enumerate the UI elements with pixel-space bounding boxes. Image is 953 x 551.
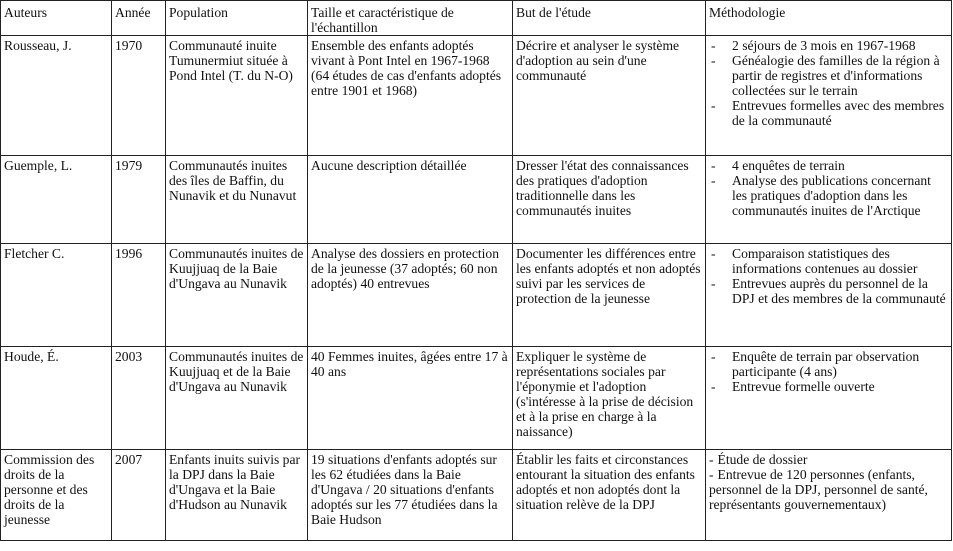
cell-but: Décrire et analyser le système d'adoption au sein d'une communauté bbox=[513, 36, 706, 156]
cell-population: Communautés inuites des îles de Baffin, du Nunavik et du Nunavut bbox=[166, 156, 308, 244]
header-row bbox=[1, 1, 952, 36]
methodology-item: - 4 enquêtes de terrain bbox=[709, 158, 948, 173]
methodology-item: - Analyse des publications concernant les pratiques d'adoption dans les communautés inuites de l'Arctique bbox=[709, 173, 948, 218]
methodology-item bbox=[709, 452, 948, 467]
cell-taille: 19 situations d'enfants adoptés sur les 62 étudiées dans la Baie d'Ungava / 20 situations d'enfants adoptés sur les 77 étudiées dans la Baie Hudson bbox=[308, 450, 513, 541]
methodology-item: - Entrevue formelle ouverte bbox=[709, 379, 948, 394]
cell-but: Expliquer le système de représentations sociales par l'éponymie et l'adoption (s'intéresse à la prise de décision et à la prise en charge à la naissance) bbox=[513, 347, 706, 450]
cell-auteur: Commission des droits de la personne et des droits de la jeunesse bbox=[1, 450, 112, 541]
methodology-item-text: Étude de dossier bbox=[717, 452, 808, 467]
header-population: Population bbox=[166, 1, 308, 36]
cell-taille: Aucune description détaillée bbox=[308, 156, 513, 244]
dash-marker: - bbox=[709, 452, 714, 467]
cell-methodologie bbox=[706, 347, 952, 450]
table-row bbox=[1, 244, 952, 347]
methodology-list bbox=[709, 38, 948, 128]
methodology-item: - Entrevues formelles avec des membres de la communauté bbox=[709, 98, 948, 128]
table-row bbox=[1, 347, 952, 450]
header-methodologie: Méthodologie bbox=[706, 1, 952, 36]
cell-taille: Analyse des dossiers en protection de la jeunesse (37 adoptés; 60 non adoptés) 40 entrevues bbox=[308, 244, 513, 347]
methodology-list bbox=[709, 349, 948, 394]
methodology-item-text: Entrevue de 120 personnes (enfants, personnel de la DPJ, personnel de santé, représentants gouvernementaux) bbox=[709, 467, 928, 512]
cell-methodologie bbox=[706, 244, 952, 347]
cell-annee: 1979 bbox=[112, 156, 166, 244]
table-row bbox=[1, 36, 952, 156]
cell-but: Documenter les différences entre les enfants adoptés et non adoptés suivi par les services de protection de la jeunesse bbox=[513, 244, 706, 347]
table-row bbox=[1, 450, 952, 541]
cell-annee: 1970 bbox=[112, 36, 166, 156]
methodology-list bbox=[709, 158, 948, 218]
methodology-list bbox=[709, 246, 948, 306]
methodology-item: - Comparaison statistiques des informations contenues au dossier bbox=[709, 246, 948, 276]
table-row bbox=[1, 156, 952, 244]
cell-population: Communautés inuites de Kuujjuaq et de la Baie d'Ungava au Nunavik bbox=[166, 347, 308, 450]
methodology-item: - 2 séjours de 3 mois en 1967-1968 bbox=[709, 38, 948, 53]
cell-auteur: Fletcher C. bbox=[1, 244, 112, 347]
methodology-item bbox=[709, 467, 948, 512]
cell-taille: 40 Femmes inuites, âgées entre 17 à 40 ans bbox=[308, 347, 513, 450]
header-but: But de l'étude bbox=[513, 1, 706, 36]
cell-auteur: Guemple, L. bbox=[1, 156, 112, 244]
cell-auteur: Rousseau, J. bbox=[1, 36, 112, 156]
header-taille: Taille et caractéristique de l'échantillon bbox=[308, 1, 513, 36]
header-auteurs: Auteurs bbox=[1, 1, 112, 36]
cell-annee: 2003 bbox=[112, 347, 166, 450]
cell-auteur: Houde, É. bbox=[1, 347, 112, 450]
cell-methodologie bbox=[706, 36, 952, 156]
cell-population: Communautés inuites de Kuujjuaq de la Baie d'Ungava au Nunavik bbox=[166, 244, 308, 347]
cell-methodologie bbox=[706, 450, 952, 541]
cell-annee: 1996 bbox=[112, 244, 166, 347]
cell-population: Communauté inuite Tumunermiut située à Pond Intel (T. du N-O) bbox=[166, 36, 308, 156]
cell-taille: Ensemble des enfants adoptés vivant à Pont Intel en 1967-1968 (64 études de cas d'enfants adoptés entre 1901 et 1968) bbox=[308, 36, 513, 156]
cell-methodologie bbox=[706, 156, 952, 244]
dash-marker: - bbox=[709, 467, 714, 482]
methodology-item: - Entrevues auprès du personnel de la DPJ et des membres de la communauté bbox=[709, 276, 948, 306]
header-annee: Année bbox=[112, 1, 166, 36]
cell-but: Établir les faits et circonstances entourant la situation des enfants adoptés et non adoptés dont la situation relève de la DPJ bbox=[513, 450, 706, 541]
cell-population: Enfants inuits suivis par la DPJ dans la Baie d'Ungava et la Baie d'Hudson au Nunavik bbox=[166, 450, 308, 541]
methodology-item: - Enquête de terrain par observation participante (4 ans) bbox=[709, 349, 948, 379]
methodology-list bbox=[709, 452, 948, 512]
cell-annee: 2007 bbox=[112, 450, 166, 541]
cell-but: Dresser l'état des connaissances des pratiques d'adoption traditionnelle dans les communautés inuites bbox=[513, 156, 706, 244]
methodology-item: - Généalogie des familles de la région à partir de registres et d'informations collectées sur le terrain bbox=[709, 53, 948, 98]
